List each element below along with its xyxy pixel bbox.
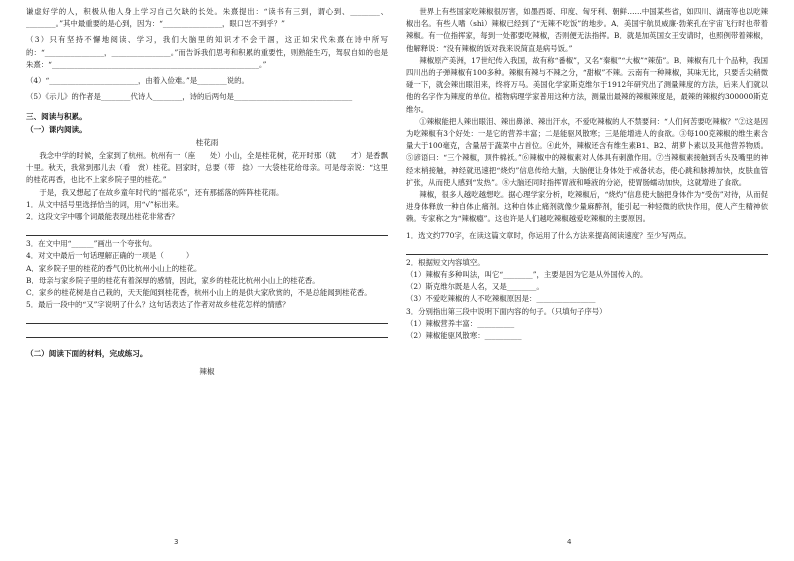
option-a: A．家乡院子里的桂花的香气仍比杭州小山上的桂花。 — [26, 263, 202, 273]
r-question-2: 2．根据短文内容填空。 — [406, 257, 485, 267]
left-para-1: 谦虚好学的人，积极从他人身上学习自己欠缺的长处。朱熹提出：“读书有三到，谓心到、________、________。”其中最重要的是心到，因为：“________________，眼口岂不到乎？” — [26, 7, 388, 29]
page-right — [406, 0, 768, 561]
subsection-1-heading: （一）课内阅读。 — [26, 124, 87, 134]
story-title: 桂花雨 — [195, 137, 219, 147]
question-5: 5．最后一段中的“又”字说明了什么？这句话表达了作者对故乡桂花怎样的情感？ — [26, 300, 290, 310]
r-question-2-1: （1）辣椒有多种叫法，叫它“________”，主要是因为它是从外国传入的。 — [406, 270, 648, 280]
option-c: C．家乡的桂花树是自己栽的，天天能闻到桂花香，杭州小山上的是供大家欣赏的，不是总能闻到桂花香。 — [26, 288, 372, 298]
answer-line-q2[interactable] — [26, 224, 388, 236]
answer-line-r1[interactable] — [406, 243, 768, 255]
r-question-1: 1．选文约770字，在读这篇文章时，你运用了什么方法来提高阅读速度？至少写两点。 — [406, 230, 691, 240]
question-4: 4．对文中最后一句话理解正确的一项是（ ） — [26, 251, 194, 261]
r-question-2-2: （2）斯克维尔既是人名，又是________。 — [406, 282, 544, 292]
page-number-right: 4 — [567, 538, 572, 546]
right-para-1: 世界上有些国家吃辣椒很厉害，如墨西哥、印度、匈牙利、朝鲜……中国某些省，如四川、湖南等也以吃辣椒出名。有些人嗜（shì）辣椒已经到了“无辣不吃饭”的地步。A．美国宇航员威廉·勃莱孔在宇宙飞行时也带着辣椒。有一位指挥家，每到一处都要吃辣椒，否则便无法指挥。B．就是加英国女王安请时，也照例带着辣椒，他解释说：“没有辣椒的饭对我来说简直是病号饭。” — [406, 7, 768, 53]
subsection-2-heading: （二）阅读下面的材料，完成练习。 — [26, 349, 148, 359]
left-para-2: （3）只有坚持不懈地阅读、学习，我们大脑里的知识才不会干涸，这正如宋代朱熹在诗中所写的：“________________，________________。”而告诉我们思考和积累的重要性，则熟能生巧，驾驭自如的也是朱熹：“________________________________________________________。” — [26, 35, 388, 69]
r-question-3-2: （2）辣椒能驱风散寒：__________ — [406, 331, 522, 341]
r-question-3-1: （1）辣椒营养丰富：__________ — [406, 318, 515, 328]
r-question-3: 3．分别指出第三段中说明下面内容的句子。（只填句子序号） — [406, 306, 607, 316]
answer-line-q5a[interactable] — [26, 312, 388, 324]
left-para-4: （5）《示儿》的作者是________代诗人________，诗的后两句是________________________________ — [26, 92, 353, 102]
story-para-1: 我念中学的时候，全家到了杭州。杭州有一（座 处）小山，全是桂花树，花开时那（就 才）是香飘十里。秋天，我常到那儿去（看 赏）桂花。回家时，总要（带 捻）一大袋桂花给母亲。可是母亲说：“这里的桂花再香，也比不上家乡院子里的桂花。” — [26, 151, 388, 185]
page-left — [26, 0, 388, 561]
question-2: 2．这段文字中哪个词最能表现出桂花非常香？ — [26, 212, 179, 222]
right-para-2: 辣椒原产美洲，17世纪传入我国，故有称“番椒”，又名“秦椒”“大椒”“辣茄”。B．辣椒有几十个品种，我国四川出的子弹辣椒有100多种。辣椒有辣与不辣之分，“甜椒”不辣。云南有一种辣椒，其味无比，只要舌尖稍微碰一下，就会辣出眼泪来，终将万马。美国化学家斯克维尔于1912年研究出了测量辣度的方法，后来人们就以他的名字作为辣度的单位。植物病理学家普用这种方法，测量出最辣的辣椒辣度是，最辣的辣椒约300000斯克维尔。 — [406, 55, 768, 114]
page-number-left: 3 — [174, 538, 179, 546]
section-3-heading: 三、阅读与积累。 — [26, 112, 87, 122]
r-question-2-3: （3）不爱吃辣椒的人不吃辣椒原因是：________________ — [406, 294, 596, 304]
option-b: B．母亲与家乡院子里的桂花有着深厚的感情，因此，家乡的桂花比杭州小山上的桂花香。 — [26, 275, 320, 285]
right-para-3: ①辣椒能把人辣出眼泪、辣出鼻涕、辣出汗水，不爱吃辣椒的人不禁要问：“人们何苦要吃辣椒？”②这是因为吃辣椒有3个好处：一是它的营养丰富；二是能驱风散寒；三是能增进人的食欲。③每100克辣椒的维生素含量大于100毫克，含量居于蔬菜中占首位。④此外，辣椒还含有维生素B1、B2、胡萝卜素以及其他营养物质。⑤谚语曰：“三个辣椒，顶件棉袄。”⑥辣椒中的辣椒素对人体具有刺激作用。⑦当辣椒素接触到舌头及嘴里的神经末梢接触，神经就迅速把“烧灼”信息传给大脑，大脑便让身体处于戒备状态，使心跳和脉搏加快，皮肤血管扩张，从而使人感到“发热”。⑧大脑还同时指挥胃液和唾液的分泌，使胃肠蠕动加快，这就增进了食欲。 — [406, 116, 768, 187]
question-3: 3．在文中用“______”画出一个夸张句。 — [26, 239, 157, 249]
right-para-4: 辣椒，很多人越吃越想吃。据心理学家分析，吃辣椒后，“烧灼”信息使大脑把身体作为“受伤”对待，从而促进身体释放一种自体止痛剂。这种自体止痛剂就像少量麻醉剂，能引起一种轻微的欣快作用，使人产生精神依赖。专家称之为“辣椒瘾”。这也许是人们越吃辣椒越爱吃辣椒的主要原因。 — [406, 190, 768, 224]
story-para-2: 于是，我又想起了在故乡童年时代的“摇花乐”，还有那摇落的阵阵桂花雨。 — [39, 187, 284, 197]
answer-line-q5b[interactable] — [26, 326, 388, 338]
passage-title: 辣椒 — [199, 366, 215, 376]
left-para-3: （4）“________________________，由着入俭难。”是________说的。 — [26, 76, 249, 86]
question-1: 1．从文中括号里选择恰当的词，用“√”标出来。 — [26, 199, 184, 209]
